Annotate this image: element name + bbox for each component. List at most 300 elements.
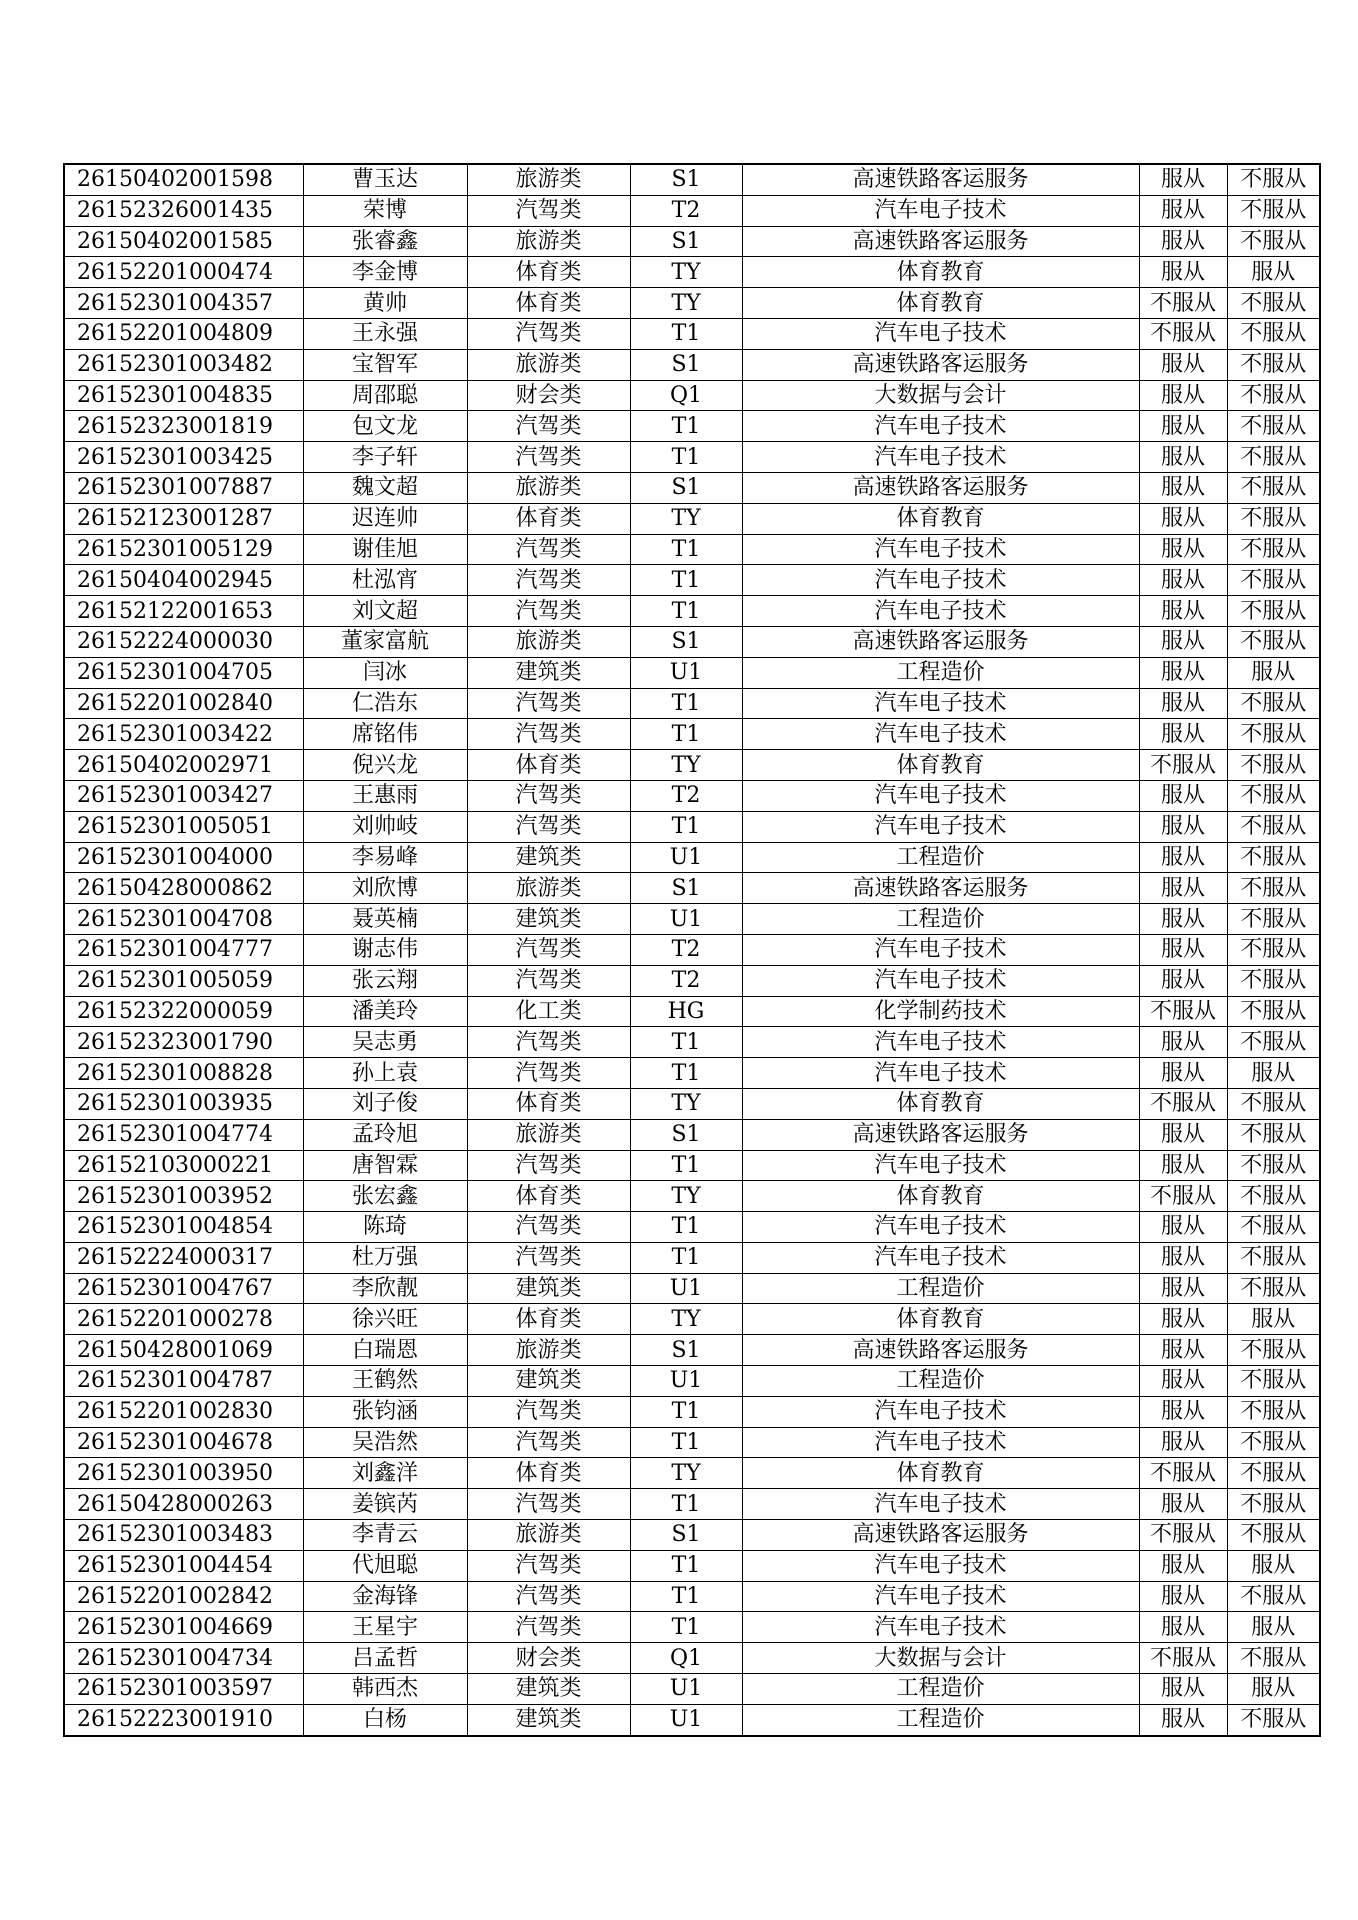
exam-id-cell: 26152301004854: [64, 1212, 303, 1243]
name-cell: 李青云: [303, 1520, 467, 1551]
code-cell: TY: [630, 257, 742, 288]
obey-major-cell: 服从: [1139, 164, 1227, 195]
name-cell: 聂英楠: [303, 904, 467, 935]
obey-school-cell: 不服从: [1227, 596, 1320, 627]
exam-id-cell: 26152201004809: [64, 318, 303, 349]
name-cell: 包文龙: [303, 411, 467, 442]
obey-school-cell: 不服从: [1227, 164, 1320, 195]
obey-school-cell: 不服从: [1227, 226, 1320, 257]
exam-id-cell: 26152301005051: [64, 811, 303, 842]
name-cell: 姜镔芮: [303, 1489, 467, 1520]
table-row: [64, 1643, 1320, 1674]
category-cell: 汽驾类: [467, 719, 630, 750]
obey-school-cell: 不服从: [1227, 719, 1320, 750]
category-cell: 旅游类: [467, 873, 630, 904]
name-cell: 李子轩: [303, 442, 467, 473]
category-cell: 建筑类: [467, 1273, 630, 1304]
obey-major-cell: 服从: [1139, 411, 1227, 442]
obey-school-cell: 不服从: [1227, 1396, 1320, 1427]
name-cell: 白杨: [303, 1704, 467, 1735]
table-row: [64, 626, 1320, 657]
obey-school-cell: 不服从: [1227, 1242, 1320, 1273]
category-cell: 旅游类: [467, 472, 630, 503]
name-cell: 吴浩然: [303, 1427, 467, 1458]
name-cell: 宝智军: [303, 349, 467, 380]
major-cell: 汽车电子技术: [742, 1242, 1139, 1273]
name-cell: 王鹤然: [303, 1366, 467, 1397]
obey-school-cell: 不服从: [1227, 780, 1320, 811]
obey-major-cell: 服从: [1139, 349, 1227, 380]
exam-id-cell: 26152301004734: [64, 1643, 303, 1674]
code-cell: S1: [630, 349, 742, 380]
obey-school-cell: 不服从: [1227, 842, 1320, 873]
table-row: [64, 750, 1320, 781]
obey-major-cell: 服从: [1139, 534, 1227, 565]
major-cell: 汽车电子技术: [742, 811, 1139, 842]
table-row: [64, 1581, 1320, 1612]
name-cell: 黄帅: [303, 288, 467, 319]
name-cell: 王惠雨: [303, 780, 467, 811]
obey-major-cell: 服从: [1139, 1119, 1227, 1150]
obey-school-cell: 不服从: [1227, 1458, 1320, 1489]
table-row: [64, 934, 1320, 965]
name-cell: 张钧涵: [303, 1396, 467, 1427]
table-row: [64, 873, 1320, 904]
obey-school-cell: 不服从: [1227, 1581, 1320, 1612]
name-cell: 孟玲旭: [303, 1119, 467, 1150]
category-cell: 体育类: [467, 257, 630, 288]
category-cell: 建筑类: [467, 1704, 630, 1735]
name-cell: 刘子俊: [303, 1088, 467, 1119]
code-cell: U1: [630, 1674, 742, 1705]
name-cell: 李金博: [303, 257, 467, 288]
major-cell: 汽车电子技术: [742, 1212, 1139, 1243]
exam-id-cell: 26152301004454: [64, 1550, 303, 1581]
obey-school-cell: 不服从: [1227, 565, 1320, 596]
table-row: [64, 257, 1320, 288]
exam-id-cell: 26152122001653: [64, 596, 303, 627]
major-cell: 大数据与会计: [742, 380, 1139, 411]
category-cell: 汽驾类: [467, 1150, 630, 1181]
code-cell: T2: [630, 934, 742, 965]
major-cell: 汽车电子技术: [742, 442, 1139, 473]
code-cell: TY: [630, 750, 742, 781]
obey-school-cell: 不服从: [1227, 1520, 1320, 1551]
obey-major-cell: 服从: [1139, 1427, 1227, 1458]
category-cell: 旅游类: [467, 349, 630, 380]
table-row: [64, 534, 1320, 565]
major-cell: 汽车电子技术: [742, 195, 1139, 226]
major-cell: 体育教育: [742, 288, 1139, 319]
table-row: [64, 380, 1320, 411]
major-cell: 汽车电子技术: [742, 1550, 1139, 1581]
obey-major-cell: 服从: [1139, 780, 1227, 811]
exam-id-cell: 26150428000263: [64, 1489, 303, 1520]
obey-major-cell: 服从: [1139, 503, 1227, 534]
table-row: [64, 657, 1320, 688]
category-cell: 汽驾类: [467, 1212, 630, 1243]
code-cell: T1: [630, 1427, 742, 1458]
major-cell: 工程造价: [742, 904, 1139, 935]
code-cell: S1: [630, 1335, 742, 1366]
obey-school-cell: 不服从: [1227, 503, 1320, 534]
name-cell: 仁浩东: [303, 688, 467, 719]
major-cell: 大数据与会计: [742, 1643, 1139, 1674]
category-cell: 体育类: [467, 1088, 630, 1119]
code-cell: T1: [630, 1396, 742, 1427]
name-cell: 张云翔: [303, 965, 467, 996]
obey-major-cell: 不服从: [1139, 318, 1227, 349]
category-cell: 体育类: [467, 1304, 630, 1335]
name-cell: 谢志伟: [303, 934, 467, 965]
table-row: [64, 1550, 1320, 1581]
name-cell: 周邵聪: [303, 380, 467, 411]
code-cell: S1: [630, 226, 742, 257]
exam-id-cell: 26152323001819: [64, 411, 303, 442]
obey-school-cell: 服从: [1227, 1058, 1320, 1089]
obey-major-cell: 服从: [1139, 811, 1227, 842]
table-row: [64, 596, 1320, 627]
table-row: [64, 472, 1320, 503]
obey-school-cell: 不服从: [1227, 873, 1320, 904]
exam-id-cell: 26152301003483: [64, 1520, 303, 1551]
name-cell: 李易峰: [303, 842, 467, 873]
major-cell: 汽车电子技术: [742, 1396, 1139, 1427]
obey-school-cell: 不服从: [1227, 288, 1320, 319]
exam-id-cell: 26152224000317: [64, 1242, 303, 1273]
category-cell: 体育类: [467, 1458, 630, 1489]
name-cell: 张睿鑫: [303, 226, 467, 257]
obey-major-cell: 不服从: [1139, 1643, 1227, 1674]
code-cell: TY: [630, 503, 742, 534]
major-cell: 高速铁路客运服务: [742, 164, 1139, 195]
exam-id-cell: 26152301003482: [64, 349, 303, 380]
major-cell: 汽车电子技术: [742, 534, 1139, 565]
obey-major-cell: 服从: [1139, 1489, 1227, 1520]
category-cell: 旅游类: [467, 164, 630, 195]
major-cell: 汽车电子技术: [742, 934, 1139, 965]
name-cell: 杜万强: [303, 1242, 467, 1273]
major-cell: 汽车电子技术: [742, 1058, 1139, 1089]
code-cell: TY: [630, 288, 742, 319]
category-cell: 体育类: [467, 750, 630, 781]
major-cell: 体育教育: [742, 503, 1139, 534]
obey-major-cell: 服从: [1139, 1242, 1227, 1273]
name-cell: 刘文超: [303, 596, 467, 627]
major-cell: 高速铁路客运服务: [742, 472, 1139, 503]
major-cell: 汽车电子技术: [742, 596, 1139, 627]
category-cell: 汽驾类: [467, 534, 630, 565]
category-cell: 汽驾类: [467, 1242, 630, 1273]
category-cell: 建筑类: [467, 1674, 630, 1705]
category-cell: 汽驾类: [467, 1427, 630, 1458]
obey-major-cell: 不服从: [1139, 750, 1227, 781]
obey-major-cell: 不服从: [1139, 1520, 1227, 1551]
name-cell: 迟连帅: [303, 503, 467, 534]
exam-id-cell: 26152201002840: [64, 688, 303, 719]
obey-school-cell: 不服从: [1227, 411, 1320, 442]
obey-school-cell: 不服从: [1227, 1181, 1320, 1212]
name-cell: 刘鑫洋: [303, 1458, 467, 1489]
code-cell: T1: [630, 411, 742, 442]
obey-major-cell: 服从: [1139, 195, 1227, 226]
major-cell: 汽车电子技术: [742, 1150, 1139, 1181]
major-cell: 工程造价: [742, 657, 1139, 688]
code-cell: T1: [630, 442, 742, 473]
table-row: [64, 349, 1320, 380]
exam-id-cell: 26152301004705: [64, 657, 303, 688]
table-row: [64, 1242, 1320, 1273]
obey-school-cell: 不服从: [1227, 965, 1320, 996]
obey-school-cell: 不服从: [1227, 1150, 1320, 1181]
code-cell: T1: [630, 565, 742, 596]
obey-school-cell: 不服从: [1227, 349, 1320, 380]
code-cell: T2: [630, 195, 742, 226]
table-row: [64, 164, 1320, 195]
obey-school-cell: 不服从: [1227, 442, 1320, 473]
table-row: [64, 288, 1320, 319]
category-cell: 建筑类: [467, 657, 630, 688]
obey-major-cell: 服从: [1139, 626, 1227, 657]
exam-id-cell: 26152323001790: [64, 1027, 303, 1058]
obey-school-cell: 不服从: [1227, 195, 1320, 226]
major-cell: 汽车电子技术: [742, 1027, 1139, 1058]
table-row: [64, 904, 1320, 935]
obey-school-cell: 不服从: [1227, 1088, 1320, 1119]
obey-school-cell: 不服从: [1227, 318, 1320, 349]
exam-id-cell: 26152301007887: [64, 472, 303, 503]
name-cell: 刘帅岐: [303, 811, 467, 842]
name-cell: 刘欣博: [303, 873, 467, 904]
obey-major-cell: 不服从: [1139, 1181, 1227, 1212]
code-cell: S1: [630, 626, 742, 657]
category-cell: 汽驾类: [467, 195, 630, 226]
category-cell: 旅游类: [467, 226, 630, 257]
category-cell: 旅游类: [467, 1520, 630, 1551]
code-cell: T1: [630, 318, 742, 349]
category-cell: 汽驾类: [467, 1396, 630, 1427]
name-cell: 曹玉达: [303, 164, 467, 195]
table-row: [64, 1612, 1320, 1643]
exam-id-cell: 26152223001910: [64, 1704, 303, 1735]
major-cell: 体育教育: [742, 257, 1139, 288]
obey-major-cell: 服从: [1139, 965, 1227, 996]
name-cell: 吕孟哲: [303, 1643, 467, 1674]
exam-id-cell: 26152322000059: [64, 996, 303, 1027]
obey-major-cell: 服从: [1139, 719, 1227, 750]
obey-major-cell: 服从: [1139, 904, 1227, 935]
name-cell: 李欣靓: [303, 1273, 467, 1304]
exam-id-cell: 26150428001069: [64, 1335, 303, 1366]
code-cell: U1: [630, 1366, 742, 1397]
table-row: [64, 965, 1320, 996]
table-row: [64, 411, 1320, 442]
exam-id-cell: 26152301004835: [64, 380, 303, 411]
exam-id-cell: 26152123001287: [64, 503, 303, 534]
obey-major-cell: 服从: [1139, 257, 1227, 288]
exam-id-cell: 26152301004678: [64, 1427, 303, 1458]
major-cell: 高速铁路客运服务: [742, 349, 1139, 380]
name-cell: 王星宇: [303, 1612, 467, 1643]
name-cell: 韩西杰: [303, 1674, 467, 1705]
major-cell: 汽车电子技术: [742, 1581, 1139, 1612]
exam-id-cell: 26152301004787: [64, 1366, 303, 1397]
exam-id-cell: 26152301004777: [64, 934, 303, 965]
table-row: [64, 1427, 1320, 1458]
exam-id-cell: 26152301005059: [64, 965, 303, 996]
name-cell: 倪兴龙: [303, 750, 467, 781]
obey-major-cell: 服从: [1139, 934, 1227, 965]
major-cell: 工程造价: [742, 842, 1139, 873]
category-cell: 财会类: [467, 1643, 630, 1674]
obey-school-cell: 不服从: [1227, 534, 1320, 565]
major-cell: 高速铁路客运服务: [742, 226, 1139, 257]
category-cell: 汽驾类: [467, 965, 630, 996]
obey-major-cell: 不服从: [1139, 1458, 1227, 1489]
code-cell: T1: [630, 1058, 742, 1089]
major-cell: 工程造价: [742, 1674, 1139, 1705]
major-cell: 汽车电子技术: [742, 1489, 1139, 1520]
code-cell: Q1: [630, 1643, 742, 1674]
obey-major-cell: 服从: [1139, 565, 1227, 596]
exam-id-cell: 26150402002971: [64, 750, 303, 781]
major-cell: 汽车电子技术: [742, 688, 1139, 719]
name-cell: 吴志勇: [303, 1027, 467, 1058]
category-cell: 财会类: [467, 380, 630, 411]
table-row: [64, 226, 1320, 257]
category-cell: 汽驾类: [467, 811, 630, 842]
code-cell: T1: [630, 1150, 742, 1181]
category-cell: 汽驾类: [467, 596, 630, 627]
table-row: [64, 1335, 1320, 1366]
major-cell: 汽车电子技术: [742, 1612, 1139, 1643]
table-row: [64, 565, 1320, 596]
name-cell: 董家富航: [303, 626, 467, 657]
exam-id-cell: 26152301003427: [64, 780, 303, 811]
major-cell: 高速铁路客运服务: [742, 1335, 1139, 1366]
major-cell: 汽车电子技术: [742, 965, 1139, 996]
obey-major-cell: 服从: [1139, 226, 1227, 257]
exam-id-cell: 26152301003950: [64, 1458, 303, 1489]
category-cell: 汽驾类: [467, 1581, 630, 1612]
category-cell: 旅游类: [467, 1119, 630, 1150]
name-cell: 席铭伟: [303, 719, 467, 750]
major-cell: 高速铁路客运服务: [742, 1520, 1139, 1551]
obey-school-cell: 不服从: [1227, 1335, 1320, 1366]
category-cell: 汽驾类: [467, 780, 630, 811]
category-cell: 体育类: [467, 288, 630, 319]
obey-school-cell: 不服从: [1227, 1027, 1320, 1058]
category-cell: 汽驾类: [467, 411, 630, 442]
obey-major-cell: 服从: [1139, 842, 1227, 873]
table-row: [64, 318, 1320, 349]
table-row: [64, 1088, 1320, 1119]
obey-school-cell: 不服从: [1227, 688, 1320, 719]
code-cell: U1: [630, 904, 742, 935]
code-cell: U1: [630, 1273, 742, 1304]
table-row: [64, 1520, 1320, 1551]
obey-school-cell: 不服从: [1227, 904, 1320, 935]
table-row: [64, 688, 1320, 719]
table-row: [64, 1119, 1320, 1150]
obey-school-cell: 不服从: [1227, 1366, 1320, 1397]
obey-school-cell: 不服从: [1227, 934, 1320, 965]
category-cell: 建筑类: [467, 842, 630, 873]
obey-school-cell: 服从: [1227, 1674, 1320, 1705]
obey-school-cell: 不服从: [1227, 1212, 1320, 1243]
obey-major-cell: 服从: [1139, 472, 1227, 503]
category-cell: 建筑类: [467, 904, 630, 935]
code-cell: T2: [630, 780, 742, 811]
major-cell: 汽车电子技术: [742, 411, 1139, 442]
code-cell: U1: [630, 657, 742, 688]
obey-major-cell: 服从: [1139, 1704, 1227, 1735]
obey-major-cell: 服从: [1139, 1366, 1227, 1397]
obey-school-cell: 服从: [1227, 1550, 1320, 1581]
code-cell: T1: [630, 1550, 742, 1581]
obey-school-cell: 不服从: [1227, 1489, 1320, 1520]
exam-id-cell: 26152301004774: [64, 1119, 303, 1150]
obey-major-cell: 服从: [1139, 657, 1227, 688]
table-row: [64, 811, 1320, 842]
exam-id-cell: 26152224000030: [64, 626, 303, 657]
obey-major-cell: 不服从: [1139, 1088, 1227, 1119]
obey-major-cell: 服从: [1139, 1304, 1227, 1335]
name-cell: 闫冰: [303, 657, 467, 688]
exam-id-cell: 26152301004708: [64, 904, 303, 935]
obey-school-cell: 不服从: [1227, 996, 1320, 1027]
table-body: [64, 164, 1320, 1736]
table-row: [64, 1212, 1320, 1243]
exam-id-cell: 26152301003425: [64, 442, 303, 473]
exam-id-cell: 26152301008828: [64, 1058, 303, 1089]
obey-major-cell: 服从: [1139, 1335, 1227, 1366]
exam-id-cell: 26152301005129: [64, 534, 303, 565]
obey-school-cell: 不服从: [1227, 1643, 1320, 1674]
admission-table: [63, 163, 1321, 1737]
category-cell: 建筑类: [467, 1366, 630, 1397]
table-row: [64, 1366, 1320, 1397]
code-cell: T1: [630, 1581, 742, 1612]
code-cell: T1: [630, 1489, 742, 1520]
obey-school-cell: 不服从: [1227, 811, 1320, 842]
obey-major-cell: 服从: [1139, 873, 1227, 904]
name-cell: 金海锋: [303, 1581, 467, 1612]
major-cell: 汽车电子技术: [742, 565, 1139, 596]
code-cell: T1: [630, 811, 742, 842]
category-cell: 汽驾类: [467, 1027, 630, 1058]
obey-major-cell: 服从: [1139, 1612, 1227, 1643]
major-cell: 工程造价: [742, 1704, 1139, 1735]
code-cell: S1: [630, 1119, 742, 1150]
obey-major-cell: 不服从: [1139, 996, 1227, 1027]
name-cell: 谢佳旭: [303, 534, 467, 565]
name-cell: 孙上袁: [303, 1058, 467, 1089]
code-cell: T1: [630, 1242, 742, 1273]
data-sheet: [63, 163, 1319, 1737]
table-row: [64, 996, 1320, 1027]
name-cell: 唐智霖: [303, 1150, 467, 1181]
table-row: [64, 1181, 1320, 1212]
category-cell: 旅游类: [467, 626, 630, 657]
exam-id-cell: 26152201002830: [64, 1396, 303, 1427]
code-cell: TY: [630, 1304, 742, 1335]
table-row: [64, 1058, 1320, 1089]
name-cell: 徐兴旺: [303, 1304, 467, 1335]
table-row: [64, 1273, 1320, 1304]
code-cell: U1: [630, 1704, 742, 1735]
table-row: [64, 1304, 1320, 1335]
